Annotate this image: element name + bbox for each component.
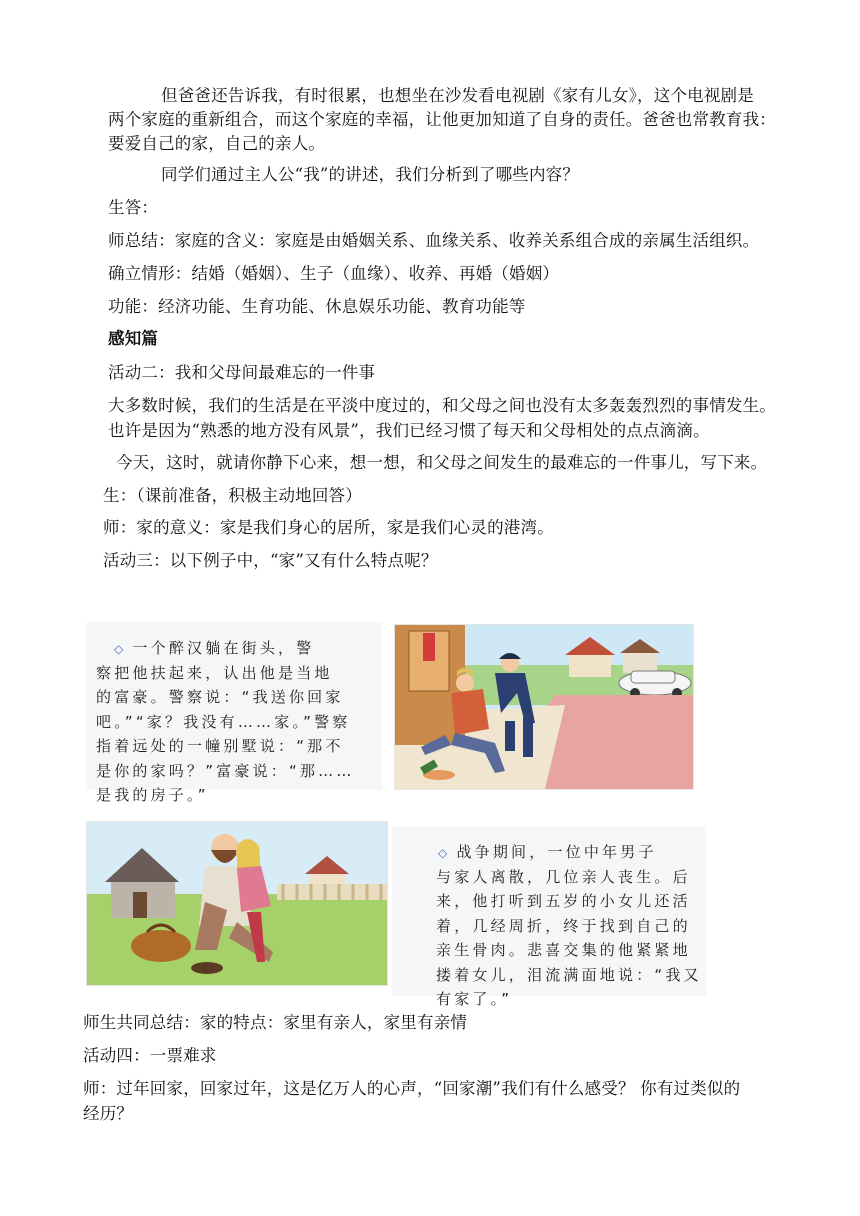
paragraph-line: 但爸爸还告诉我，有时很累，也想坐在沙发看电视剧《家有儿女》，这个电视剧是	[161, 86, 754, 105]
story-line: 察把他扶起来，认出他是当地	[96, 663, 333, 682]
paragraph-line: 师总结：家庭的含义：家庭是由婚姻关系、血缘关系、收养关系组合成的亲属生活组织。	[108, 231, 760, 250]
story-line: 指着远处的一幢别墅说：“那不	[96, 737, 344, 755]
paragraph-line: 大多数时候，我们的生活是在平淡中度过的，和父母之间也没有太多轰轰烈烈的事情发生。	[108, 396, 776, 415]
story-line: 有家了。”	[436, 990, 513, 1008]
paragraph-line: 活动四：一票难求	[83, 1046, 217, 1065]
illustration-father-daughter	[86, 821, 388, 986]
illustration-police-drunk	[394, 624, 694, 790]
story-line: 是你的家吗？”富豪说：“那……	[96, 761, 355, 780]
paragraph-line: 要爱自己的家，自己的亲人。	[108, 134, 326, 153]
story-line: 搂着女儿，泪流满面地说：“我又	[436, 965, 702, 984]
story-line: 着，几经周折，终于找到自己的	[436, 916, 691, 935]
story-box-war	[392, 826, 706, 1008]
story-line: 与家人离散，几位亲人丧生。后	[436, 867, 691, 886]
story-line: 是我的房子。”	[96, 786, 209, 804]
paragraph-line: 两个家庭的重新组合，而这个家庭的幸福，让他更加知道了自身的责任。爸爸也常教育我：	[108, 110, 776, 129]
diamond-icon: ◇	[438, 846, 451, 860]
diamond-icon: ◇	[114, 642, 127, 656]
paragraph-line: 师生共同总结：家的特点：家里有亲人，家里有亲情	[83, 1013, 468, 1032]
paragraph-line: 今天，这时，就请你静下心来，想一想，和父母之间发生的最难忘的一件事儿，写下来。	[116, 453, 768, 472]
story-line: ◇ 一个醉汉躺在街头，警	[114, 639, 315, 657]
paragraph-line: 活动三：以下例子中，“家”又有什么特点呢？	[103, 551, 438, 570]
story-line: 亲生骨肉。悲喜交集的他紧紧地	[436, 941, 691, 959]
story-line: 来，他打听到五岁的小女儿还活	[436, 892, 691, 910]
paragraph-line: 师：过年回家，回家过年，这是亿万人的心声，“回家潮”我们有什么感受？ 你有过类似的	[83, 1079, 741, 1098]
story-line: ◇ 战争期间，一位中年男子	[438, 843, 657, 861]
story-line: 吧。”“家？我没有……家。”警察	[96, 712, 351, 731]
section-heading: 感知篇	[108, 329, 159, 348]
story-line: 的富豪。警察说：“我送你回家	[96, 688, 344, 706]
story-box-drunk	[86, 622, 382, 804]
paragraph-line: 确立情形：结婚（婚姻）、生子（血缘）、收养、再婚（婚姻）	[108, 264, 560, 283]
paragraph-line: 功能：经济功能、生育功能、休息娱乐功能、教育功能等	[108, 297, 526, 316]
paragraph-line: 师：家的意义：家是我们身心的居所，家是我们心灵的港湾。	[103, 518, 554, 537]
paragraph-line: 经历？	[83, 1104, 134, 1123]
paragraph-line: 也许是因为“熟悉的地方没有风景”，我们已经习惯了每天和父母相处的点点滴滴。	[108, 421, 710, 440]
paragraph-line: 活动二：我和父母间最难忘的一件事	[108, 363, 376, 382]
paragraph-line: 同学们通过主人公“我”的讲述，我们分析到了哪些内容？	[161, 165, 580, 184]
paragraph-line: 生：（课前准备，积极主动地回答）	[103, 486, 362, 505]
paragraph-line: 生答：	[108, 198, 159, 217]
